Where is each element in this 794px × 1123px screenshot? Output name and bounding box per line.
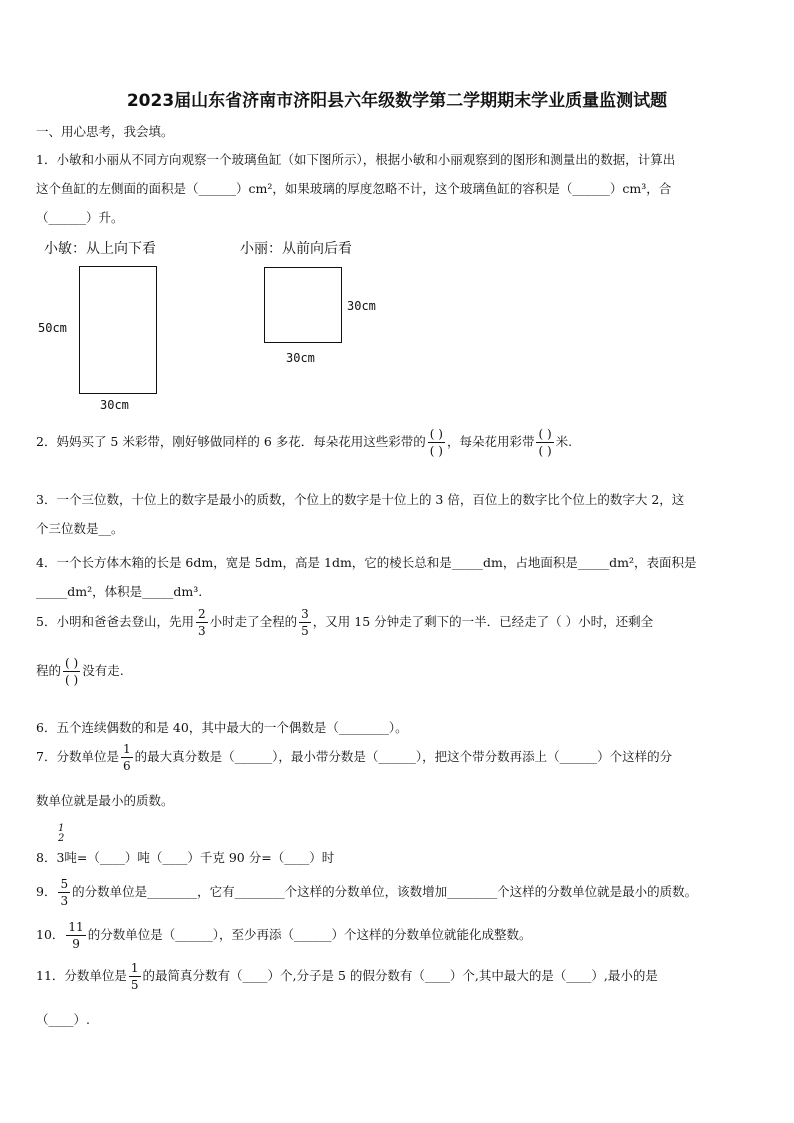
front-view-height-label: 30cm xyxy=(347,299,376,313)
section-heading: 一、用心思考，我会填。 xyxy=(36,124,174,139)
q11-fraction-1-5: $\frac{1}{5}$ xyxy=(130,961,139,992)
q2-text-a: 2．妈妈买了 5 米彩带，刚好够做同样的 6 多花．每朵花用这些彩带的 xyxy=(36,434,426,449)
q5-fraction-2-3: $\frac{2}{3}$ xyxy=(197,607,206,638)
q10-text-b: 的分数单位是（______），至少再添（______）个这样的分数单位就能化成整数。 xyxy=(87,927,532,942)
q9-text-b: 的分数单位是________，它有________个这样的分数单位，该数增加________个这样的分数单位就是最小的质数。 xyxy=(72,884,698,899)
q5-text-d: 程的 xyxy=(36,663,62,678)
q7-text-b: 的最大真分数是（______），最小带分数是（______），把这个带分数再添上（______）个这样的分 xyxy=(134,749,673,764)
q8-line xyxy=(36,823,335,865)
q2-line xyxy=(36,428,572,457)
top-view-rectangle xyxy=(79,266,157,394)
q10-line xyxy=(36,921,531,950)
q5-text-a: 5．小明和爸爸去登山，先用 xyxy=(36,614,194,629)
q9-line xyxy=(36,878,697,907)
front-view-width-label: 30cm xyxy=(286,351,315,365)
q1-line1: 1．小敏和小丽从不同方向观察一个玻璃鱼缸（如下图所示），根据小敏和小丽观察到的图形和测量出的数据，计算出 xyxy=(36,152,676,167)
q5-text-b: 小时走了全程的 xyxy=(209,614,298,629)
q3-line2: 个三位数是__。 xyxy=(36,521,124,536)
top-view-height-label: 50cm xyxy=(38,321,67,335)
page-title: 2023届山东省济南市济阳县六年级数学第二学期期末学业质量监测试题 xyxy=(126,91,668,111)
q9-text-a: 9． xyxy=(36,884,57,899)
q8-text-b: 吨=（____）吨（____）千克 90 分=（____）时 xyxy=(64,850,335,865)
q1-line2: 这个鱼缸的左侧面的面积是（______）cm²，如果玻璃的厚度忽略不计，这个玻璃鱼缸的容积是（______）cm³，合 xyxy=(36,181,672,196)
q5-fraction-blank: $\frac{( )}{( )}$ xyxy=(65,656,79,687)
q2-fraction-blank-1: $\frac{( )}{( )}$ xyxy=(429,427,443,458)
q7-text-a: 7．分数单位是 xyxy=(36,749,119,764)
q2-text-c: 米. xyxy=(555,434,573,449)
front-view-square xyxy=(264,267,342,343)
q6-line: 6．五个连续偶数的和是 40，其中最大的一个偶数是（________）。 xyxy=(36,720,408,735)
q7-line2: 数单位就是最小的质数。 xyxy=(36,793,174,808)
q11-line1 xyxy=(36,962,658,991)
figure-left-label: 小敏：从上向下看 xyxy=(44,241,156,257)
q5-text-c: ，又用 15 分钟走了剩下的一半．已经走了（ ）小时，还剩全 xyxy=(312,614,654,629)
q3-line1: 3．一个三位数，十位上的数字是最小的质数，个位上的数字是十位上的 3 倍，百位上的数字比个位上的数字大 2，这 xyxy=(36,492,685,507)
q11-text-a: 11．分数单位是 xyxy=(36,968,127,983)
figure-right-label: 小丽：从前向后看 xyxy=(240,241,352,257)
q2-text-b: ，每朵花用彩带 xyxy=(446,434,535,449)
q11-line2: （____）. xyxy=(36,1012,90,1027)
q5-text-e: 没有走. xyxy=(82,663,124,678)
q11-text-b: 的最简真分数有（____）个,分子是 5 的假分数有（____）个,其中最大的是（____）,最小的是 xyxy=(142,968,658,983)
q10-text-a: 10． xyxy=(36,927,65,942)
q8-mixed-fraction-part: 1 2 xyxy=(58,823,65,844)
top-view-width-label: 30cm xyxy=(100,398,129,412)
q4-line2: _____dm²，体积是_____dm³. xyxy=(36,584,203,599)
q5-line1 xyxy=(36,608,653,637)
q9-fraction-5-3: $\frac{5}{3}$ xyxy=(60,877,69,908)
q1-line3: （______）升。 xyxy=(36,210,124,225)
q2-fraction-blank-2: $\frac{( )}{( )}$ xyxy=(538,427,552,458)
q5-line2 xyxy=(36,657,124,686)
q7-line1 xyxy=(36,743,672,772)
q10-fraction-11-9: $\frac{11}{9}$ xyxy=(68,920,84,951)
q5-fraction-3-5: $\frac{3}{5}$ xyxy=(301,607,309,638)
q7-fraction-1-6: $\frac{1}{6}$ xyxy=(122,742,131,773)
q4-line1: 4．一个长方体木箱的长是 6dm，宽是 5dm，高是 1dm，它的棱长总和是_____dm，占地面积是_____dm²，表面积是 xyxy=(36,555,697,570)
q8-text-a: 8．3 xyxy=(36,850,65,865)
